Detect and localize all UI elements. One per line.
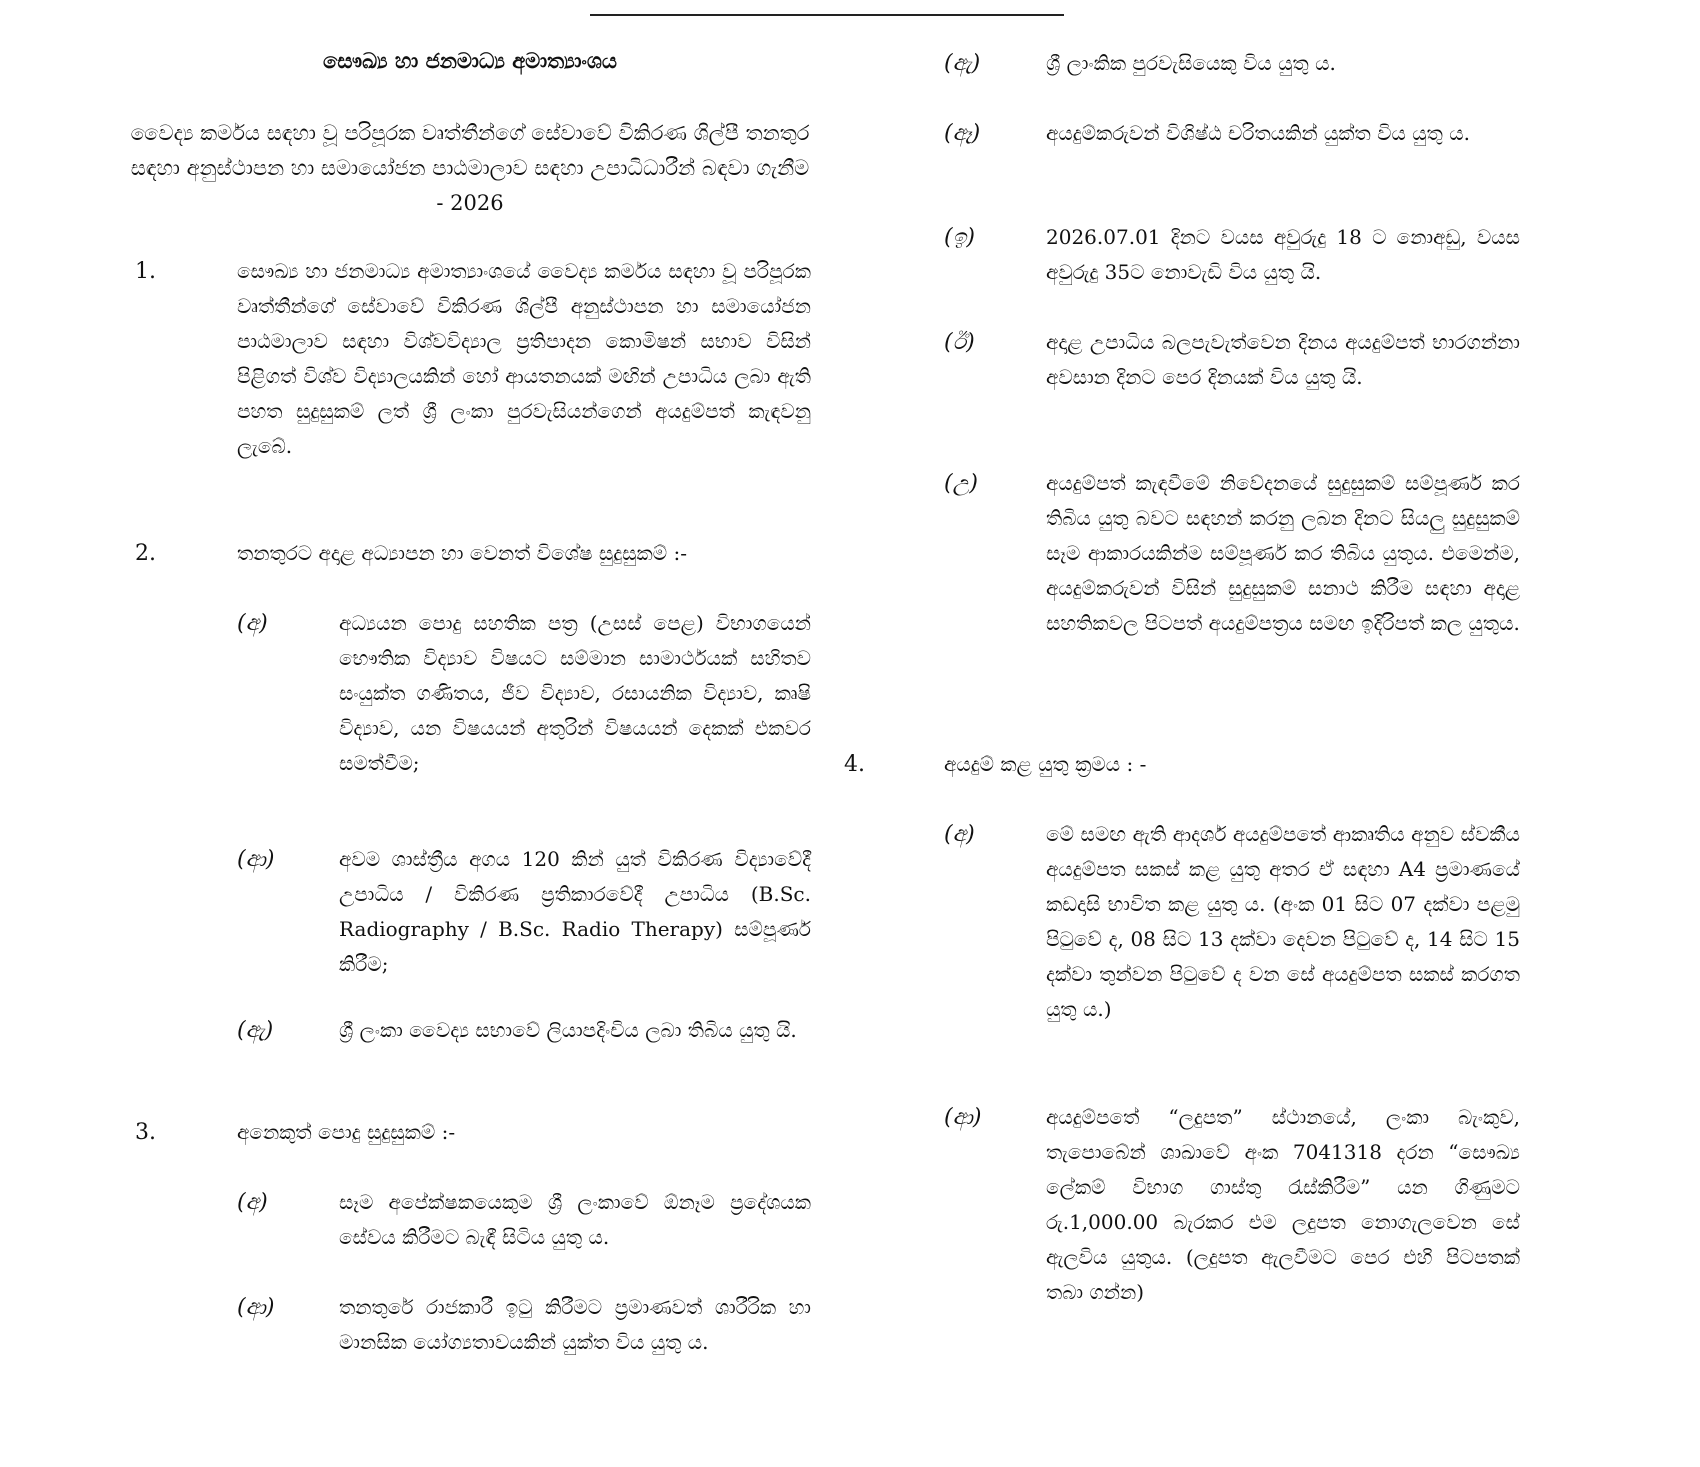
ministry-heading: සෞඛ්‍ය හා ජනමාධ්‍ය අමාත්‍යාංශය <box>323 48 617 73</box>
section-4-heading: අයදුම් කළ යුතු ක්‍රමය : - <box>944 752 1147 776</box>
section-3-item-g-text: අයදුම්පත් කැඳවීමේ නිවේදනයේ සුදුසුකම් සම්පූර්ණ කර තිබිය යුතු බවට සඳහන් කරනු ලබන දිනට සියලු සුදුසුකම් සෑම ආකාරයකින්ම සම්පූර්ණ කර තිබිය යුතුය. එමෙන්ම, අයදුම්කරුවන් විසින් සුදුසුකම් සනාථ කිරීම සඳහා අදාළ සහතිකවල පිටපත් අයදුම්පත්‍රය සමඟ ඉදිරිපත් කල යුතුය. <box>1046 471 1520 635</box>
section-3-item-f-mark: (ඊ) <box>944 330 975 355</box>
document-title: වෛද්‍ය කර්මය සඳහා වූ පරිපූරක වෘත්තීන්ගේ සේවාවේ විකිරණ ශිල්පී තනතුර සඳහා අනුස්ථාපන හා සමායෝජන පාඨමාලාව සඳහා උපාධිධාරීන් බඳවා ගැනීම - 2026 <box>130 121 810 215</box>
section-3-number: 3. <box>135 1120 156 1145</box>
section-4-item-a-mark: (අ) <box>944 822 975 847</box>
section-2-item-c-text: ශ්‍රී ලංකා වෛද්‍ය සභාවේ ලියාපදිංචිය ලබා තිබිය යුතු යි. <box>339 1018 797 1042</box>
section-2-item-a-text: අධ්‍යයන පොදු සහතික පත්‍ර (උසස් පෙළ) විභාගයෙන් භෞතික විද්‍යාව විෂයට සම්මාන සාමාර්ථයක් සහිතව සංයුක්ත ගණිතය, ජීව විද්‍යාව, රසායනික විද්‍යාව, කෘෂි විද්‍යාව, යන විෂයයන් අතුරින් විෂයයන් දෙකක් එකවර සමත්වීම; <box>339 611 811 775</box>
section-2-item-b-text: අවම ශාස්ත්‍රීය අගය 120 කින් යුත් විකිරණ විද්‍යාවේදී උපාධිය / විකිරණ ප්‍රතිකාරවේදී උපාධිය (B.Sc. Radiography / B.Sc. Radio Therapy) සම්පූර්ණ කිරීම; <box>339 847 811 976</box>
right-column <box>844 0 1700 1467</box>
section-3-item-b-text: තනතුරේ රාජකාරී ඉටු කිරීමට ප්‍රමාණවත් ශාරීරික හා මානසික යෝග්‍යතාවයකින් යුක්ත විය යුතු ය. <box>339 1295 811 1354</box>
section-3-heading: අනෙකුත් පොදු සුදුසුකම් :- <box>237 1120 456 1144</box>
section-3-item-a-text: සෑම අපේක්ෂකයෙකුම ශ්‍රී ලංකාවේ ඕනෑම ප්‍රදේශයක සේවය කිරීමට බැඳී සිටිය යුතු ය. <box>339 1190 811 1249</box>
section-1-number: 1. <box>135 259 156 284</box>
section-3-item-d-text: අයදුම්කරුවන් විශිෂ්ඨ චරිතයකින් යුක්ත විය යුතු ය. <box>1046 121 1470 145</box>
section-2-heading: තනතුරට අදාළ අධ්‍යාපන හා වෙනත් විශේෂ සුදුසුකම් :- <box>237 541 687 565</box>
section-4-item-b-mark: (ආ) <box>944 1105 982 1130</box>
section-3-item-e-text: 2026.07.01 දිනට වයස අවුරුදු 18 ට නොඅඩු, වයස අවුරුදු 35ට නොවැඩි විය යුතු යි. <box>1046 225 1520 284</box>
section-2-number: 2. <box>135 541 156 566</box>
section-4-number: 4. <box>844 752 865 777</box>
section-3-item-f-text: අදාළ උපාධිය බලපැවැත්වෙන දිනය අයදුම්පත් භාරගන්නා අවසාන දිනට පෙර දිනයක් විය යුතු යි. <box>1046 330 1520 389</box>
section-3-item-g-mark: (උ) <box>944 471 978 496</box>
section-3-item-a-mark: (අ) <box>237 1190 268 1215</box>
section-3-item-c-text: ශ්‍රී ලාංකික පුරවැසියෙකු විය යුතු ය. <box>1046 51 1336 75</box>
section-2-item-c-mark: (ඇ) <box>237 1018 274 1043</box>
section-3-item-c-mark: (ඇ) <box>944 51 981 76</box>
section-2-item-a-mark: (අ) <box>237 611 268 636</box>
section-2-item-b-mark: (ආ) <box>237 847 275 872</box>
section-3-item-e-mark: (ඉ) <box>944 225 975 250</box>
section-4-item-a-text: මේ සමඟ ඇති ආදර්ශ අයදුම්පතේ ආකෘතිය අනුව ස්වකීය අයදුම්පත සකස් කළ යුතු අතර ඒ සඳහා A4 ප්‍රමාණයේ කඩදාසි භාවිත කළ යුතු ය. (අංක 01 සිට 07 දක්වා පළමු පිටුවේ ද, 08 සිට 13 දක්වා දෙවන පිටුවේ ද, 14 සිට 15 දක්වා තුන්වන පිටුවේ ද වන සේ අයදුම්පත සකස් කරගත යුතු ය.) <box>1046 822 1520 1021</box>
section-4-item-b-text: අයදුම්පතේ “ලදුපත” ස්ථානයේ, ලංකා බැංකුව, තැපොබේන් ශාඛාවේ අංක 7041318 දරන “සෞඛ්‍ය ලේකම් විභාග ගාස්තු රැස්කිරීම” යන ගිණුමට රු.1,000.00 බැරකර එම ලදුපත නොගැලවෙන සේ ඇලවිය යුතුය. (ලදුපත ඇලවීමට පෙර එහි පිටපතක් තබා ගන්න) <box>1046 1105 1520 1304</box>
section-1-text: සෞඛ්‍ය හා ජනමාධ්‍ය අමාත්‍යාංශයේ වෛද්‍ය කර්මය සඳහා වූ පරිපූරක වෘත්තීන්ගේ සේවාවේ විකිරණ ශිල්පී අනුස්ථාපන හා සමායෝජන පාඨමාලාව සඳහා විශ්වවිද්‍යාල ප්‍රතිපාදන කොමිෂන් සභාව විසින් පිළිගත් විශ්ව විද්‍යාලයකින් හෝ ආයතනයක් මඟින් උපාධිය ලබා ඇති පහත සුදුසුකම් ලත් ශ්‍රී ලංකා පුරවැසියන්ගෙන් අයදුම්පත් කැඳවනු ලැබේ. <box>237 259 811 458</box>
section-3-item-b-mark: (ආ) <box>237 1295 275 1320</box>
section-3-item-d-mark: (ඈ) <box>944 121 981 146</box>
